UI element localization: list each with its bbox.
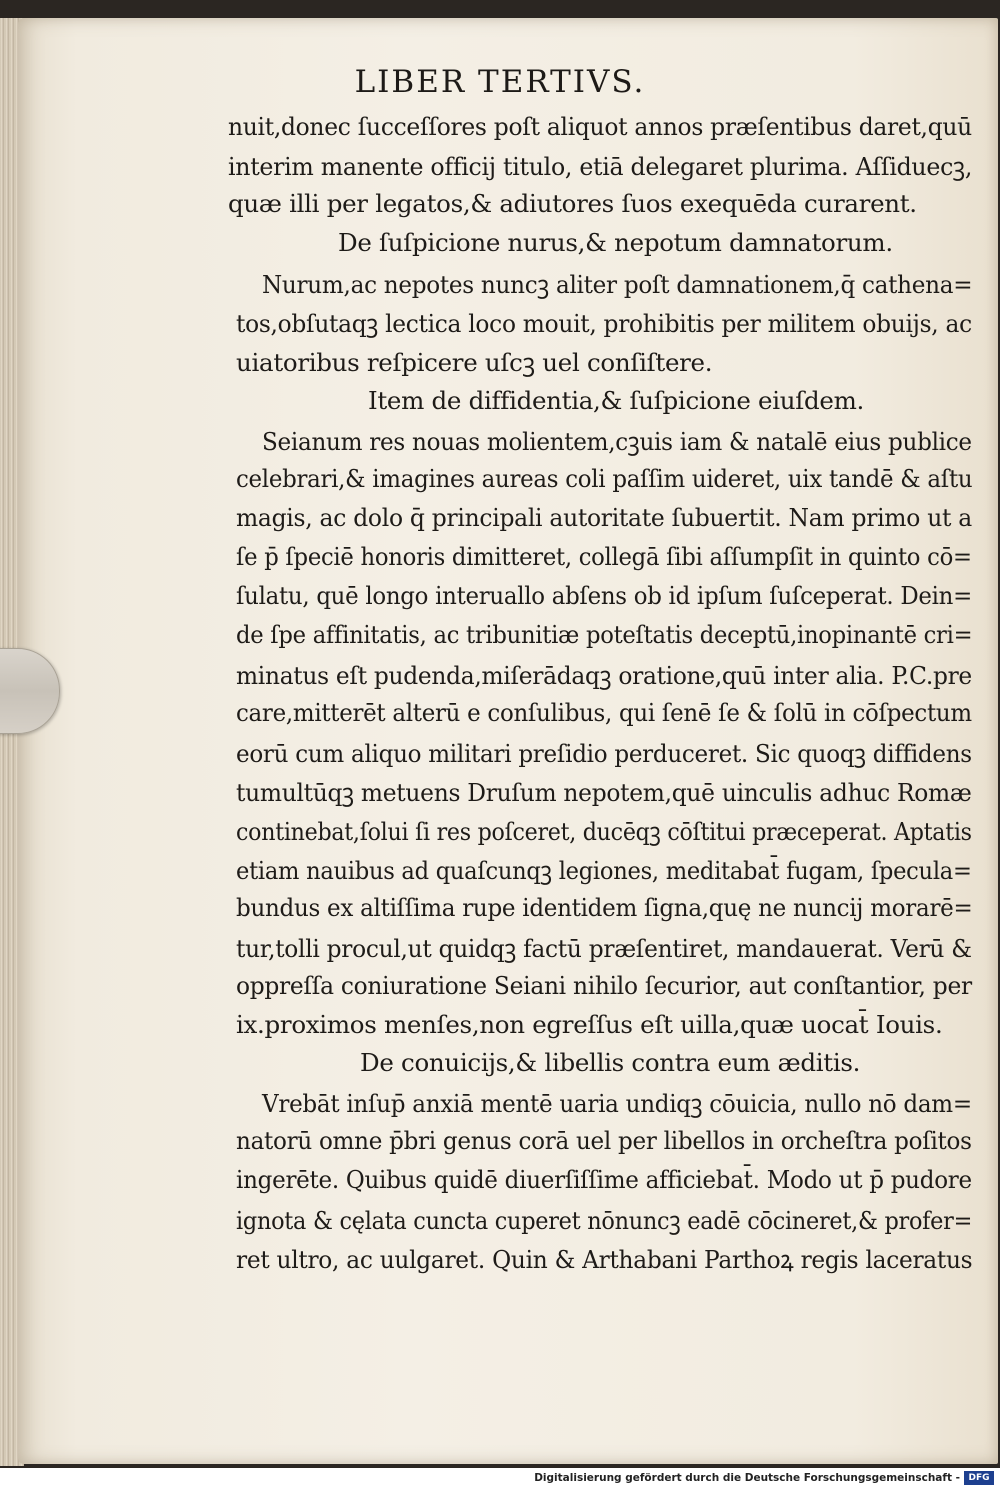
digitization-footer	[0, 1468, 1000, 1490]
text-line: de ſpe affinitatis, ac tribunitiæ poteſtatis deceptū,inopinantē cri=	[236, 620, 973, 649]
text-line: tur,tolli procul,ut quidqꝫ factū præſentiret, mandauerat. Verū &	[236, 934, 972, 963]
text-line: uiatoribus reſpicere uſcꝫ uel conſiſtere.	[236, 348, 713, 377]
text-line: nuit,donec ſucceſſores poſt aliquot annos præſentibus daret,quū	[228, 112, 972, 141]
text-line: Nurum,ac nepotes nuncꝫ aliter poſt damnationem,q̄ cathena=	[262, 270, 973, 299]
dfg-logo: DFG	[964, 1471, 994, 1485]
text-line: Vrebāt inſup̄ anxiā mentē uaria undiqꝫ cōuicia, nullo nō dam=	[262, 1089, 972, 1118]
running-head: LIBER TERTIVS.	[354, 64, 646, 100]
text-line: celebrari,& imagines aureas coli paſſim uideret, uix tandē & aſtu	[236, 464, 973, 493]
funding-credit: Digitalisierung gefördert durch die Deutsche Forschungsgemeinschaft -	[534, 1472, 960, 1484]
text-line: ignota & cęlata cuncta cuperet nōnuncꝫ eadē cōcineret,& profer=	[236, 1206, 973, 1235]
text-line: interim manente officij titulo, etiā delegaret plurima. Aſſiduecꝫ,	[228, 152, 973, 181]
text-line: care,mitterēt alterū e conſulibus, qui ſenē ſe & ſolū in cōſpectum	[236, 698, 972, 727]
section-heading: De ſuſpicione nurus,& nepotum damnatorum.	[338, 228, 893, 257]
text-line: bundus ex altiſſima rupe identidem ſigna,quę ne nuncij morarē=	[236, 893, 973, 922]
text-line: ſe p̄ ſpeciē honoris dimitteret, collegā ſibi aſſumpſit in quinto cō=	[236, 542, 972, 571]
section-heading: De conuicijs,& libellis contra eum æditis.	[360, 1048, 861, 1077]
text-line: etiam nauibus ad quaſcunqꝫ legiones, meditabat̄ fugam, ſpecula=	[236, 856, 972, 885]
text-line: natorū omne p̄bri genus corā uel per libellos in orcheſtra poſitos	[236, 1126, 972, 1155]
text-line: minatus eſt pudenda,miſerādaqꝫ oratione,quū inter alia. P.C.pre	[236, 661, 972, 690]
section-heading: Item de diffidentia,& ſuſpicione eiuſdem.	[368, 386, 865, 415]
text-line: ingerēte. Quibus quidē diuerſiſſime afficiebat̄. Modo ut p̄ pudore	[236, 1165, 972, 1194]
text-line: Seianum res nouas molientem,cꝫuis iam & natalē eius publice	[262, 427, 972, 456]
text-line: tos,obſutaqꝫ lectica loco mouit, prohibitis per militem obuijs, ac	[236, 309, 972, 338]
text-line: magis, ac dolo q̄ principali autoritate ſubuertit. Nam primo ut a	[236, 503, 972, 532]
text-line: ix.proximos menſes,non egreſſus eſt uilla,quæ uocat̄ Iouis.	[236, 1010, 943, 1039]
text-line: ret ultro, ac uulgaret. Quin & Arthabani Parthoꝝ regis laceratus	[236, 1245, 973, 1274]
text-line: continebat,ſolui ſi res poſceret, ducēqꝫ cōſtitui præceperat. Aptatis	[236, 817, 972, 846]
text-line: oppreſſa coniuratione Seiani nihilo ſecurior, aut conſtantior, per	[236, 971, 972, 1000]
text-line: eorū cum aliquo militari preſidio perduceret. Sic quoqꝫ diffidens	[236, 739, 972, 768]
text-line: tumultūqꝫ metuens Druſum nepotem,quē uinculis adhuc Romæ	[236, 778, 972, 807]
text-line: ſulatu, quē longo interuallo abſens ob id ipſum ſuſceperat. Dein=	[236, 581, 973, 610]
text-line: quæ illi per legatos,& adiutores ſuos exequēda curarent.	[228, 189, 917, 218]
